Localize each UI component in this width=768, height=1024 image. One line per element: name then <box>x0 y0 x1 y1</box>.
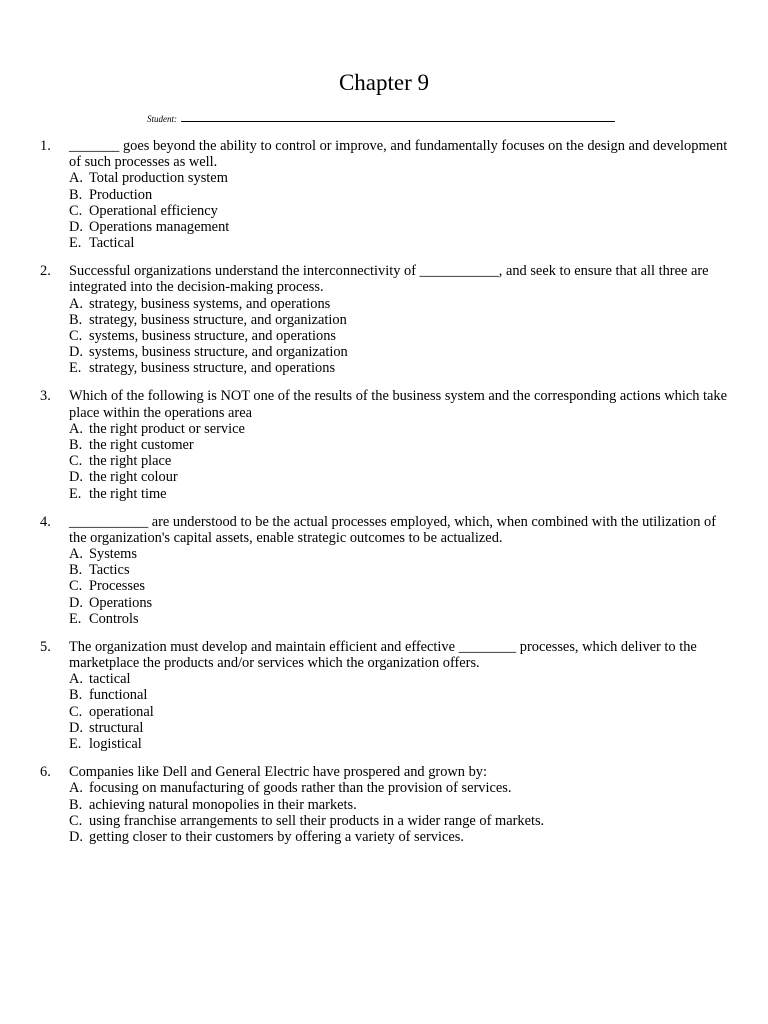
option-text: Production <box>89 186 153 203</box>
option-letter: B. <box>69 311 83 328</box>
option-letter: A. <box>69 546 83 563</box>
option-d <box>69 595 730 611</box>
option-text: systems, business structure, and operations <box>89 328 337 345</box>
option-a <box>69 780 730 796</box>
option-b <box>69 187 730 203</box>
option-letter: B. <box>69 687 83 704</box>
option-letter: E. <box>69 235 82 252</box>
question-text: ___________ are understood to be the actual processes employed, which, when combined with the utilization of the organization's capital assets, enable strategic outcomes to be actualized. <box>69 513 717 546</box>
option-letter: C. <box>69 703 83 720</box>
option-b <box>69 797 730 813</box>
option-text: focusing on manufacturing of goods rather than the provision of services. <box>89 780 512 797</box>
option-text: strategy, business systems, and operations <box>89 295 331 312</box>
option-letter: A. <box>69 780 83 797</box>
option-letter: D. <box>69 828 83 845</box>
option-d <box>69 344 730 360</box>
option-text: Operational efficiency <box>89 202 218 219</box>
question-5 <box>40 639 730 752</box>
option-letter: B. <box>69 186 83 203</box>
student-field <box>147 112 615 125</box>
option-text: Operations management <box>89 219 230 236</box>
option-text: Operations <box>89 594 153 611</box>
question-text: Companies like Dell and General Electric have prospered and grown by: <box>69 764 487 781</box>
option-e <box>69 486 730 502</box>
option-e <box>69 611 730 627</box>
option-letter: D. <box>69 469 83 486</box>
option-letter: A. <box>69 170 83 187</box>
option-text: getting closer to their customers by offering a variety of services. <box>89 828 464 845</box>
option-text: the right colour <box>89 469 178 486</box>
option-letter: B. <box>69 562 83 579</box>
question-2 <box>40 263 730 376</box>
option-b <box>69 312 730 328</box>
option-text: structural <box>89 719 144 736</box>
question-list <box>40 138 730 857</box>
option-letter: E. <box>69 610 82 627</box>
page-title: Chapter 9 <box>338 70 430 95</box>
option-d <box>69 720 730 736</box>
option-d <box>69 219 730 235</box>
option-text: Processes <box>89 578 145 595</box>
question-text: Which of the following is NOT one of the results of the business system and the corresponding actions which take place within the operations area <box>69 388 727 421</box>
option-d <box>69 469 730 485</box>
option-c <box>69 453 730 469</box>
question-number: 3. <box>40 388 51 405</box>
option-c <box>69 813 730 829</box>
option-letter: D. <box>69 594 83 611</box>
question-4 <box>40 514 730 627</box>
question-1 <box>40 138 730 251</box>
option-text: strategy, business structure, and organization <box>89 311 347 328</box>
option-a <box>69 421 730 437</box>
option-letter: C. <box>69 328 83 345</box>
option-text: Controls <box>89 610 139 627</box>
option-text: systems, business structure, and organization <box>89 344 348 361</box>
option-c <box>69 704 730 720</box>
option-text: the right time <box>89 485 167 502</box>
question-number: 6. <box>40 764 51 781</box>
option-letter: B. <box>69 437 83 454</box>
option-letter: D. <box>69 719 83 736</box>
option-a <box>69 296 730 312</box>
option-c <box>69 328 730 344</box>
option-text: strategy, business structure, and operations <box>89 360 336 377</box>
question-6 <box>40 764 730 845</box>
option-d <box>69 829 730 845</box>
option-e <box>69 360 730 376</box>
option-text: Tactical <box>89 235 135 252</box>
option-e <box>69 736 730 752</box>
option-text: operational <box>89 703 154 720</box>
option-letter: E. <box>69 736 82 753</box>
question-number: 1. <box>40 138 51 154</box>
option-text: the right product or service <box>89 420 245 437</box>
option-letter: A. <box>69 420 83 437</box>
option-letter: E. <box>69 360 82 377</box>
option-text: logistical <box>89 736 142 753</box>
option-letter: E. <box>69 485 82 502</box>
option-text: Tactics <box>89 562 130 579</box>
option-letter: A. <box>69 295 83 312</box>
option-b <box>69 562 730 578</box>
option-text: achieving natural monopolies in their markets. <box>89 796 357 813</box>
option-b <box>69 437 730 453</box>
student-label: Student: <box>147 114 177 124</box>
question-number: 4. <box>40 513 51 530</box>
question-text: _______ goes beyond the ability to control or improve, and fundamentally focuses on the design and development of such processes as well. <box>69 138 728 171</box>
option-e <box>69 235 730 251</box>
option-c <box>69 203 730 219</box>
question-3 <box>40 388 730 501</box>
option-text: Systems <box>89 546 137 563</box>
option-text: using franchise arrangements to sell their products in a wider range of markets. <box>89 812 545 829</box>
option-text: the right place <box>89 453 172 470</box>
option-letter: A. <box>69 671 83 688</box>
student-name-line <box>181 112 615 122</box>
option-a <box>69 170 730 186</box>
option-c <box>69 578 730 594</box>
question-text: Successful organizations understand the interconnectivity of ___________, and seek to ensure that all three are integrated into the decision-making process. <box>69 263 709 296</box>
option-a <box>69 671 730 687</box>
option-a <box>69 546 730 562</box>
option-text: functional <box>89 687 148 704</box>
option-letter: C. <box>69 453 83 470</box>
question-text: The organization must develop and maintain efficient and effective ________ processes, which deliver to the marketplace the products and/or services which the organization offers. <box>69 638 697 672</box>
option-letter: C. <box>69 812 83 829</box>
option-text: Total production system <box>89 170 228 187</box>
option-letter: D. <box>69 344 83 361</box>
option-text: tactical <box>89 671 131 688</box>
question-number: 5. <box>40 638 51 655</box>
question-number: 2. <box>40 263 51 280</box>
option-letter: C. <box>69 578 83 595</box>
option-letter: C. <box>69 202 83 219</box>
option-text: the right customer <box>89 437 194 454</box>
option-letter: D. <box>69 219 83 236</box>
option-b <box>69 687 730 703</box>
option-letter: B. <box>69 796 83 813</box>
